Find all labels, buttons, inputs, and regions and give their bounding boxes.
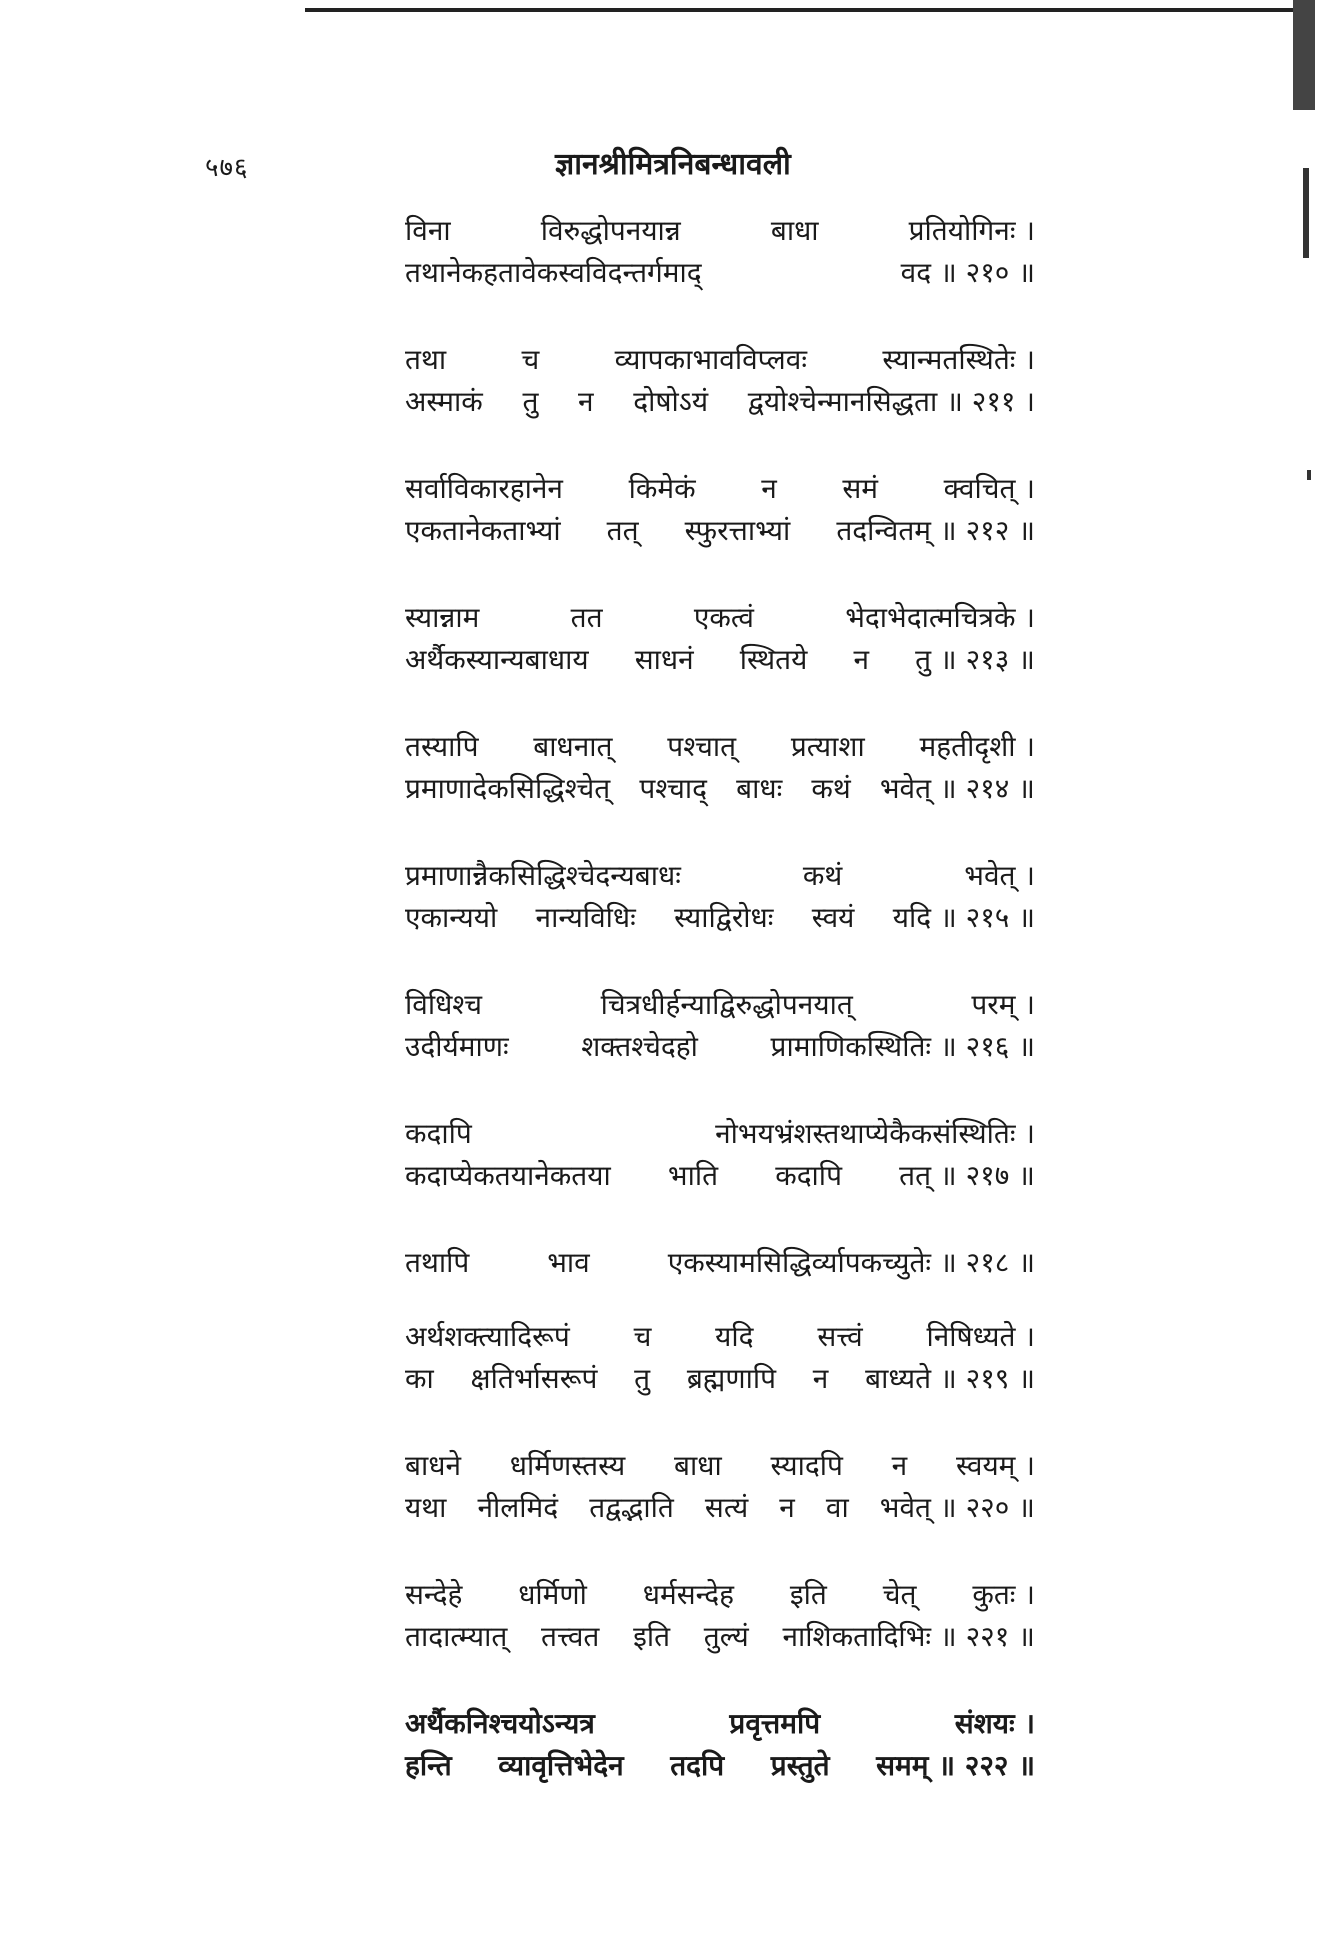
verse xyxy=(405,468,1035,552)
verse-line xyxy=(405,1745,1035,1787)
verse-line xyxy=(405,1703,1035,1745)
verse-word: अस्माकं xyxy=(405,385,483,418)
verse-word: प्रमाणादेकसिद्धिश्चेत् xyxy=(405,772,611,805)
verse xyxy=(405,984,1035,1068)
verse-word: तत्त्वत xyxy=(541,1620,600,1653)
verse xyxy=(405,1316,1035,1400)
verse-word: बाधनात् xyxy=(533,730,613,763)
verse-word: उदीर्यमाणः xyxy=(405,1030,509,1063)
verse-word: तत xyxy=(570,601,603,634)
verse-line xyxy=(405,1242,1035,1284)
verse-word: न xyxy=(853,643,869,676)
verse-word: हन्ति xyxy=(405,1749,452,1782)
verse-word: न xyxy=(779,1491,795,1524)
verse-word: तद्वद्भाति xyxy=(589,1491,674,1524)
verse-word: तदपि xyxy=(670,1749,725,1782)
verse-word: प्रतियोगिनः । xyxy=(908,214,1035,247)
verse-line xyxy=(405,1026,1035,1068)
verse-word: व्यापकाभावविप्लवः xyxy=(614,343,807,376)
verse-word: समम् ॥ २२२ ॥ xyxy=(876,1749,1035,1782)
verse xyxy=(405,1113,1035,1197)
verse-word: द्वयोश्चेन्मानसिद्धता ॥ २११ । xyxy=(747,385,1035,418)
verse xyxy=(405,339,1035,423)
top-rule xyxy=(305,8,1300,12)
verse-word: साधनं xyxy=(634,643,694,676)
verse-word: एकतानेकताभ्यां xyxy=(405,514,561,547)
verse-word: बाधा xyxy=(674,1449,722,1482)
verse-word: तु xyxy=(522,385,539,418)
verse xyxy=(405,1574,1035,1658)
verse-word: का xyxy=(405,1362,434,1395)
verse-line xyxy=(405,1316,1035,1358)
verse-word: ब्रह्मणापि xyxy=(686,1362,776,1395)
verse xyxy=(405,1445,1035,1529)
verse-word: तथा xyxy=(405,343,447,376)
verse-word: स्फुरत्ताभ्यां xyxy=(684,514,791,547)
verse-line xyxy=(405,639,1035,681)
verse-word: प्रामाणिकस्थितिः ॥ २१६ ॥ xyxy=(770,1030,1035,1063)
verse-word: तत् ॥ २१७ ॥ xyxy=(899,1159,1035,1192)
verse xyxy=(405,1703,1035,1787)
verse-word: महतीदृशी । xyxy=(919,730,1035,763)
verse-word: न xyxy=(761,472,777,505)
verse-line xyxy=(405,1487,1035,1529)
verse xyxy=(405,1242,1035,1284)
verse-word: कुतः । xyxy=(972,1578,1035,1611)
verse-word: प्रवृत्तमपि xyxy=(729,1707,821,1740)
verse-line xyxy=(405,381,1035,423)
verse-word: क्वचित् । xyxy=(943,472,1035,505)
verse-word: स्यादपि xyxy=(770,1449,843,1482)
verse-word: भवेत् ॥ २१४ ॥ xyxy=(879,772,1035,805)
verse-word: पश्चात् xyxy=(667,730,737,763)
verse-word: भाव xyxy=(547,1246,590,1279)
verse-word: बाधने xyxy=(405,1449,462,1482)
verse-word: बाधः xyxy=(736,772,783,805)
verse-word: समं xyxy=(842,472,879,505)
verse-word: सत्त्वं xyxy=(817,1320,863,1353)
verse-word: कदापि xyxy=(775,1159,842,1192)
verse-word: न xyxy=(578,385,594,418)
running-head-title: ज्ञानश्रीमित्रनिबन्धावली xyxy=(555,147,791,182)
verse-word: सन्देहे xyxy=(405,1578,463,1611)
verse-line xyxy=(405,855,1035,897)
verse-word: एकत्वं xyxy=(693,601,754,634)
verse-word: किमेकं xyxy=(628,472,696,505)
verse-word: स्यान्नाम xyxy=(405,601,480,634)
verse-word: धर्मिणो xyxy=(518,1578,587,1611)
verse-word: एकान्ययो xyxy=(405,901,498,934)
verse-word: बाध्यते ॥ २१९ ॥ xyxy=(865,1362,1035,1395)
verse-line xyxy=(405,768,1035,810)
verse-word: भवेत् । xyxy=(964,859,1035,892)
verse-line xyxy=(405,510,1035,552)
verse-line xyxy=(405,1155,1035,1197)
verse-word: नान्यविधिः xyxy=(535,901,636,934)
verse-word: स्वयम् । xyxy=(955,1449,1035,1482)
verse-word: प्रत्याशा xyxy=(790,730,865,763)
verse xyxy=(405,726,1035,810)
verse xyxy=(405,855,1035,939)
verse-word: सत्यं xyxy=(704,1491,749,1524)
verse-word: संशयः । xyxy=(954,1707,1035,1740)
verse-word: बाधा xyxy=(770,214,819,247)
page-number: ५७६ xyxy=(205,153,249,183)
verse-word: यदि xyxy=(715,1320,754,1353)
verse-word: चेत् xyxy=(882,1578,917,1611)
verse-line xyxy=(405,210,1035,252)
verse-word: एकस्यामसिद्धिर्व्यापकच्युतेः ॥ २१८ ॥ xyxy=(667,1246,1035,1279)
verse-word: वा xyxy=(825,1491,849,1524)
verse-word: स्याद्विरोधः xyxy=(674,901,774,934)
verse-word: कथं xyxy=(811,772,851,805)
verse-word: परम् । xyxy=(971,988,1035,1021)
verse-word: कदापि xyxy=(405,1117,472,1150)
verse-word: नाशिकतादिभिः ॥ २२१ ॥ xyxy=(782,1620,1035,1653)
verse-word: यदि ॥ २१५ ॥ xyxy=(892,901,1035,934)
verse-word: तथापि xyxy=(405,1246,470,1279)
verse-word: भाति xyxy=(667,1159,719,1192)
verse-line xyxy=(405,1113,1035,1155)
verse-body xyxy=(405,210,1035,1832)
verse-word: स्वयं xyxy=(811,901,855,934)
verse-word: पश्चाद् xyxy=(639,772,708,805)
verse-word: नीलमिदं xyxy=(477,1491,559,1524)
verse-word: वद ॥ २१० ॥ xyxy=(900,256,1035,289)
verse-word: धर्मिणस्तस्य xyxy=(509,1449,626,1482)
verse-word: विधिश्च xyxy=(405,988,482,1021)
scan-edge-mark xyxy=(1293,0,1315,110)
verse-line xyxy=(405,897,1035,939)
verse-word: तु ॥ २१३ ॥ xyxy=(915,643,1035,676)
verse-line xyxy=(405,1445,1035,1487)
verse-word: भेदाभेदात्मचित्रके । xyxy=(845,601,1035,634)
verse-word: नोभयभ्रंशस्तथाप्येकैकसंस्थितिः । xyxy=(715,1117,1035,1150)
verse-word: तदन्वितम् ॥ २१२ ॥ xyxy=(836,514,1035,547)
verse-word: कदाप्येकतयानेकतया xyxy=(405,1159,611,1192)
verse-line xyxy=(405,252,1035,294)
verse xyxy=(405,597,1035,681)
verse-line xyxy=(405,726,1035,768)
verse-word: दोषोऽयं xyxy=(633,385,709,418)
verse-line xyxy=(405,1574,1035,1616)
verse-word: अर्थैकनिश्चयोऽन्यत्र xyxy=(405,1707,595,1740)
verse-word: स्थितये xyxy=(739,643,808,676)
verse-word: शक्तश्चेदहो xyxy=(581,1030,698,1063)
verse-word: सर्वाविकारहानेन xyxy=(405,472,563,505)
verse-line xyxy=(405,597,1035,639)
verse-word: तुल्यं xyxy=(703,1620,749,1653)
verse-word: क्षतिर्भासरूपं xyxy=(470,1362,598,1395)
verse-word: तत् xyxy=(606,514,639,547)
verse-line xyxy=(405,1616,1035,1658)
verse-word: इति xyxy=(789,1578,827,1611)
verse-word: विरुद्धोपनयान्न xyxy=(540,214,681,247)
verse-word: भवेत् ॥ २२० ॥ xyxy=(879,1491,1035,1524)
verse-word: निषिध्यते । xyxy=(926,1320,1035,1353)
verse-word: धर्मसन्देह xyxy=(642,1578,735,1611)
verse-word: प्रमाणान्नैकसिद्धिश्चेदन्यबाधः xyxy=(405,859,681,892)
verse-line xyxy=(405,468,1035,510)
verse-word: तादात्म्यात् xyxy=(405,1620,508,1653)
verse-word: प्रस्तुते xyxy=(770,1749,830,1782)
verse-word: तथानेकहतावेकस्वविदन्तर्गमाद् xyxy=(405,256,702,289)
verse-word: चित्रधीर्हन्याद्विरुद्धोपनयात् xyxy=(600,988,853,1021)
verse xyxy=(405,210,1035,294)
verse-word: न xyxy=(891,1449,908,1482)
verse-word: विना xyxy=(405,214,451,247)
verse-word: स्यान्मतस्थितेः । xyxy=(882,343,1035,376)
scan-edge-mark xyxy=(1307,470,1311,480)
verse-word: अर्थैकस्यान्यबाधाय xyxy=(405,643,589,676)
verse-word: अर्थशक्त्यादिरूपं xyxy=(405,1320,570,1353)
verse-word: कथं xyxy=(802,859,843,892)
verse-word: च xyxy=(633,1320,652,1353)
verse-line xyxy=(405,984,1035,1026)
verse-word: व्यावृत्तिभेदेन xyxy=(498,1749,624,1782)
verse-word: यथा xyxy=(405,1491,447,1524)
verse-word: च xyxy=(521,343,540,376)
verse-word: तस्यापि xyxy=(405,730,479,763)
verse-word: तु xyxy=(634,1362,651,1395)
scan-edge-mark xyxy=(1303,168,1309,258)
verse-word: न xyxy=(812,1362,829,1395)
verse-word: इति xyxy=(633,1620,671,1653)
verse-line xyxy=(405,1358,1035,1400)
verse-line xyxy=(405,339,1035,381)
